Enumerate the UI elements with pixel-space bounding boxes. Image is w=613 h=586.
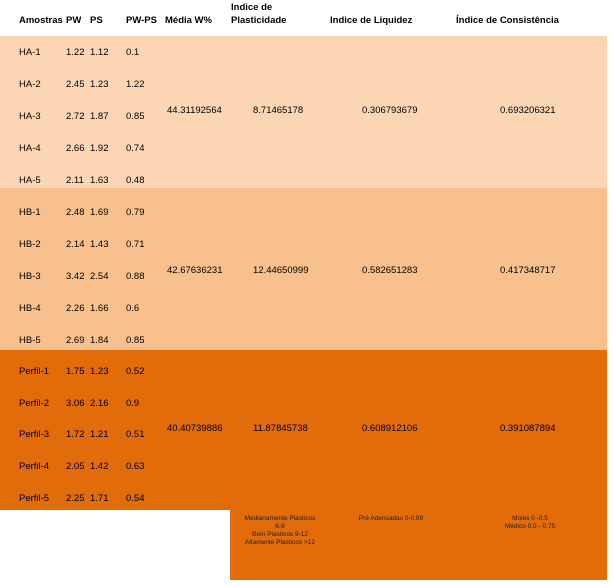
amostra-cell: Perfil-3 xyxy=(19,429,50,440)
plasticity-cell: 8.71465178 xyxy=(253,105,304,116)
pw-cell: 2.69 xyxy=(66,335,85,346)
amostra-cell: Perfil-2 xyxy=(19,398,50,409)
ps-cell: 1.23 xyxy=(90,366,109,377)
pw-cell: 2.14 xyxy=(66,239,85,250)
pw-cell: 3.06 xyxy=(66,398,85,409)
header-media: Média W% xyxy=(165,15,212,26)
pw-cell: 2.66 xyxy=(66,143,85,154)
pw-ps-cell: 0.63 xyxy=(126,461,145,472)
media-cell: 40.40739886 xyxy=(167,423,223,434)
plasticity-note xyxy=(232,515,328,547)
ps-cell: 1.12 xyxy=(90,47,109,58)
header-pw-ps: PW-PS xyxy=(126,15,157,26)
pw-ps-cell: 1.22 xyxy=(126,79,145,90)
pw-ps-cell: 0.51 xyxy=(126,429,145,440)
ps-cell: 2.54 xyxy=(90,271,109,282)
ps-cell: 1.66 xyxy=(90,303,109,314)
ps-cell: 1.23 xyxy=(90,79,109,90)
amostra-cell: HA-1 xyxy=(19,47,41,58)
plasticity-note-line: Medianamente Plasticos xyxy=(244,515,316,522)
amostra-cell: HA-2 xyxy=(19,79,41,90)
plasticity-note-line: 6-9 xyxy=(275,523,285,530)
pw-cell: 1.22 xyxy=(66,47,85,58)
pw-ps-cell: 0.79 xyxy=(126,207,145,218)
consistency-cell: 0.693206321 xyxy=(500,105,556,116)
pw-ps-cell: 0.54 xyxy=(126,493,145,504)
pw-cell: 2.45 xyxy=(66,79,85,90)
amostra-cell: Perfil-4 xyxy=(19,461,50,472)
pw-ps-cell: 0.71 xyxy=(126,239,145,250)
amostra-cell: HB-5 xyxy=(19,335,41,346)
pw-ps-cell: 0.6 xyxy=(126,303,140,314)
pw-cell: 2.05 xyxy=(66,461,85,472)
ps-cell: 1.92 xyxy=(90,143,109,154)
amostra-cell: Perfil-1 xyxy=(19,366,50,377)
media-cell: 42.67636231 xyxy=(167,265,223,276)
ps-cell: 1.69 xyxy=(90,207,109,218)
ps-cell: 1.87 xyxy=(90,111,109,122)
pw-ps-cell: 0.85 xyxy=(126,335,145,346)
amostra-cell: HA-4 xyxy=(19,143,41,154)
header-ip-line1: Indice de xyxy=(231,2,273,13)
ps-cell: 1.42 xyxy=(90,461,109,472)
pw-cell: 1.72 xyxy=(66,429,85,440)
pw-cell: 3.42 xyxy=(66,271,85,282)
pw-cell: 2.48 xyxy=(66,207,85,218)
media-cell: 44.31192564 xyxy=(167,105,222,116)
ps-cell: 1.43 xyxy=(90,239,109,250)
pw-ps-cell: 0.1 xyxy=(126,47,140,58)
ps-cell: 2.16 xyxy=(90,398,109,409)
plasticity-cell: 12.44650999 xyxy=(253,265,309,276)
ps-cell: 1.71 xyxy=(90,493,109,504)
amostra-cell: Perfil-5 xyxy=(19,493,50,504)
pw-cell: 2.25 xyxy=(66,493,85,504)
pw-ps-cell: 0.85 xyxy=(126,111,145,122)
consistency-cell: 0.417348717 xyxy=(500,265,556,276)
consistency-note-line: Moles 0 -0.5 xyxy=(512,515,548,522)
amostra-cell: HB-2 xyxy=(19,239,41,250)
liquidity-note: Pré Adensadas 0-0.99 xyxy=(358,515,424,522)
ps-cell: 1.63 xyxy=(90,175,109,186)
consistency-note-line: Médios 0.5 - 0.75 xyxy=(504,523,556,530)
plasticity-note-line: Bem Plasticos 9-12 xyxy=(252,531,308,538)
pw-cell: 1.75 xyxy=(66,366,85,377)
header-ip-line2: Plasticidade xyxy=(231,15,287,26)
amostra-cell: HB-1 xyxy=(19,207,41,218)
amostra-cell: HA-3 xyxy=(19,111,41,122)
amostra-cell: HB-4 xyxy=(19,303,41,314)
pw-cell: 2.72 xyxy=(66,111,85,122)
pw-ps-cell: 0.74 xyxy=(126,143,145,154)
liquidity-cell: 0.608912106 xyxy=(362,423,418,434)
header-amostras: Amostras xyxy=(19,15,63,26)
consistency-cell: 0.391087894 xyxy=(500,423,556,434)
pw-ps-cell: 0.88 xyxy=(126,271,145,282)
amostra-cell: HA-5 xyxy=(19,175,41,186)
header-il: Indice de Liquidez xyxy=(330,15,413,26)
liquidity-cell: 0.306793679 xyxy=(362,105,418,116)
consistency-note xyxy=(480,515,580,531)
header-ps: PS xyxy=(90,15,103,26)
plasticity-note-line: Altamente Plasticos >12 xyxy=(245,539,315,546)
header-pw: PW xyxy=(66,15,82,26)
amostra-cell: HB-3 xyxy=(19,271,41,282)
liquidity-cell: 0.582651283 xyxy=(362,265,418,276)
plasticity-cell: 11.87845738 xyxy=(253,423,308,434)
pw-ps-cell: 0.52 xyxy=(126,366,145,377)
pw-cell: 2.26 xyxy=(66,303,85,314)
ps-cell: 1.84 xyxy=(90,335,109,346)
ps-cell: 1.21 xyxy=(90,429,109,440)
pw-ps-cell: 0.48 xyxy=(126,175,145,186)
header-ic: Índice de Consistência xyxy=(456,15,559,26)
pw-cell: 2.11 xyxy=(66,175,84,186)
pw-ps-cell: 0.9 xyxy=(126,398,140,409)
